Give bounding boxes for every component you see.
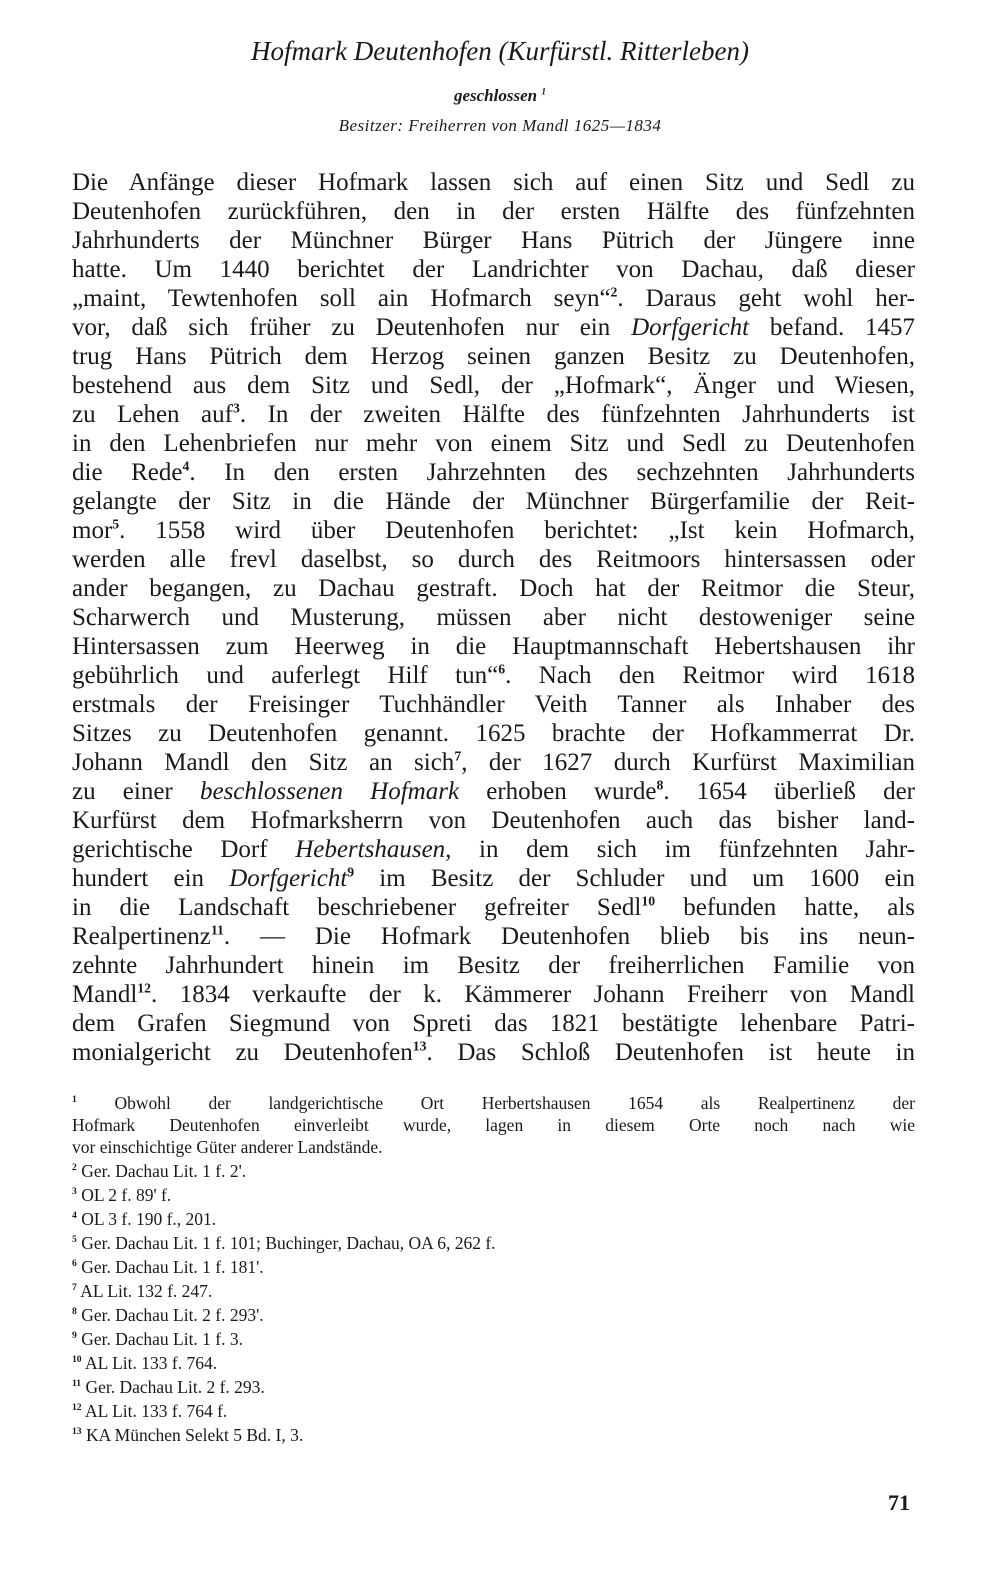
text-segment: in dem sich im fünfzehnten Jahr- — [479, 836, 916, 863]
footnote-ref: 13 — [412, 1038, 427, 1054]
footnote-ref: 3 — [232, 400, 240, 416]
footnote-ref: 5 — [112, 516, 120, 532]
footnote: vor einschichtige Güter anderer Landstände. — [72, 1137, 383, 1157]
footnote-text: Ger. Dachau Lit. 2 f. 293'. — [81, 1305, 264, 1325]
text-segment: zu einer — [72, 778, 173, 805]
footnote — [72, 1184, 915, 1206]
text-segment: . 1558 wird über Deutenhofen berichtet: „Ist kein Hofmarch, — [119, 517, 915, 544]
text-line: Sitzes zu Deutenhofen genannt. 1625 brachte der Hofkammerrat Dr. — [72, 720, 915, 747]
subtitle — [0, 86, 1000, 106]
text-line — [72, 313, 915, 342]
footnote-number: 4 — [72, 1210, 77, 1222]
text-segment: Realpertinenz — [72, 923, 211, 950]
text-segment: . 1834 verkaufte der k. Kämmerer Johann Freiherr von Mandl — [151, 981, 915, 1008]
text-line — [72, 777, 915, 806]
text-line: erstmals der Freisinger Tuchhändler Veith Tanner als Inhaber des — [72, 691, 915, 718]
footnote-number: 2 — [72, 1162, 77, 1174]
footnote-number: 11 — [72, 1378, 82, 1390]
footnote-text: Ger. Dachau Lit. 2 f. 293. — [85, 1377, 265, 1397]
page-number: 71 — [888, 1490, 910, 1515]
footnote — [72, 1092, 915, 1114]
subtitle-text: geschlossen — [453, 86, 538, 105]
text-line — [72, 458, 915, 487]
text-line — [72, 284, 915, 313]
footnote-number: 6 — [72, 1258, 77, 1270]
footnote-text: Ger. Dachau Lit. 1 f. 181'. — [81, 1257, 264, 1277]
footnote-number: 8 — [72, 1306, 77, 1318]
emphasis: Hebertshausen, — [295, 836, 452, 863]
text-line — [72, 661, 915, 690]
text-segment: befunden hatte, als — [683, 894, 916, 921]
text-line: Scharwerch und Musterung, müssen aber nicht destoweniger seine — [72, 604, 915, 631]
text-line: werden alle frevl daselbst, so durch des Reitmoors hintersassen oder — [72, 546, 915, 573]
footnote-text: AL Lit. 133 f. 764. — [85, 1353, 218, 1373]
text-segment: . In den ersten Jahrzehnten des sechzehnten Jahrhunderts — [189, 459, 915, 486]
footnote-number: 9 — [72, 1330, 77, 1342]
emphasis: beschlossenen Hofmark — [199, 778, 460, 805]
text-segment: gebührlich und auferlegt Hilf tun“ — [72, 662, 499, 689]
footnote-ref: 7 — [454, 748, 462, 764]
text-line: Deutenhofen zurückführen, den in der ersten Hälfte des fünfzehnten — [72, 198, 915, 225]
text-line: Hintersassen zum Heerweg in die Hauptmannschaft Hebertshausen ihr — [72, 633, 915, 660]
footnote-text: AL Lit. 132 f. 247. — [80, 1281, 213, 1301]
text-segment: in die Landschaft beschriebener gefreiter Sedl — [72, 894, 642, 921]
footnote-text: OL 2 f. 89' f. — [81, 1185, 172, 1205]
text-segment: Johann Mandl den Sitz an sich — [72, 749, 455, 776]
page-title: Hofmark Deutenhofen (Kurfürstl. Ritterleben) — [251, 36, 749, 66]
text-segment: die Rede — [72, 459, 183, 486]
footnote — [72, 1424, 915, 1446]
footnote-ref: 9 — [347, 864, 355, 880]
footnote-ref: 8 — [656, 777, 664, 793]
text-line: ander begangen, zu Dachau gestraft. Doch hat der Reitmor die Steur, — [72, 575, 915, 602]
text-segment: . — Die Hofmark Deutenhofen blieb bis ins neun- — [223, 923, 915, 950]
emphasis: Dorfgericht — [229, 865, 348, 892]
footnote-text: OL 3 f. 190 f., 201. — [81, 1209, 217, 1229]
text-line — [72, 922, 915, 951]
footnote-ref: 12 — [137, 980, 152, 996]
text-segment: Mandl — [72, 981, 138, 1008]
footnote — [72, 1232, 915, 1254]
footnote-ref: 2 — [610, 284, 618, 300]
footnote-number: 3 — [72, 1186, 77, 1198]
text-segment: gerichtische Dorf — [72, 836, 268, 863]
text-segment: zu Lehen auf — [72, 401, 233, 428]
text-line: Kurfürst dem Hofmarksherrn von Deutenhofen auch das bisher land- — [72, 807, 915, 834]
text-line — [72, 980, 915, 1009]
footnote-text: Obwohl der landgerichtische Ort Herbertshausen 1654 als Realpertinenz der — [114, 1093, 916, 1113]
footnote-text: Ger. Dachau Lit. 1 f. 101; Buchinger, Dachau, OA 6, 262 f. — [81, 1233, 496, 1253]
text-line — [72, 400, 915, 429]
footnote-number: 5 — [72, 1234, 77, 1246]
footnote-ref: 4 — [182, 458, 190, 474]
footnote — [72, 1304, 915, 1326]
text-segment: hundert ein — [72, 865, 205, 892]
text-line: in den Lehenbriefen nur mehr von einem Sitz und Sedl zu Deutenhofen — [72, 430, 915, 457]
footnote-number: 12 — [72, 1402, 82, 1414]
text-line: trug Hans Pütrich dem Herzog seinen ganzen Besitz zu Deutenhofen, — [72, 343, 915, 370]
footnote-number: 13 — [72, 1426, 82, 1438]
text-segment: , der 1627 durch Kurfürst Maximilian — [461, 749, 915, 776]
footnote: Hofmark Deutenhofen einverleibt wurde, lagen in diesem Orte noch nach wie — [72, 1115, 915, 1135]
text-line — [72, 516, 915, 545]
footnote — [72, 1160, 915, 1182]
text-line: Die Anfänge dieser Hofmark lassen sich auf einen Sitz und Sedl zu — [72, 169, 915, 196]
footnote — [72, 1256, 915, 1278]
text-segment: „maint, Tewtenhofen soll ain Hofmarch seyn“ — [72, 285, 611, 312]
text-segment: erhoben wurde — [486, 778, 657, 805]
footnote-number: 1 — [72, 1094, 77, 1106]
footnote-ref: 10 — [641, 893, 656, 909]
footnote — [72, 1328, 915, 1350]
footnote-number: 7 — [72, 1282, 77, 1294]
text-segment: . Das Schloß Deutenhofen ist heute in — [426, 1039, 915, 1066]
text-line — [72, 835, 915, 864]
footnote-text: Ger. Dachau Lit. 1 f. 3. — [81, 1329, 244, 1349]
footnote-text: AL Lit. 133 f. 764 f. — [85, 1401, 228, 1421]
text-line: hatte. Um 1440 berichtet der Landrichter von Dachau, daß dieser — [72, 256, 915, 283]
footnote — [72, 1352, 915, 1374]
text-segment: im Besitz der Schluder und um 1600 ein — [379, 865, 916, 892]
text-segment: . 1654 überließ der — [663, 778, 916, 805]
footnote-ref: 11 — [210, 922, 224, 938]
footnote — [72, 1400, 915, 1422]
text-segment: monialgericht zu Deutenhofen — [72, 1039, 413, 1066]
text-segment: . In der zweiten Hälfte des fünfzehnten Jahrhunderts ist — [239, 401, 915, 428]
text-segment: . Daraus geht wohl her- — [617, 285, 915, 312]
text-line — [72, 748, 915, 777]
text-line: bestehend aus dem Sitz und Sedl, der „Hofmark“, Änger und Wiesen, — [72, 372, 915, 399]
text-segment: mor — [72, 517, 113, 544]
text-segment: befand. 1457 — [769, 314, 915, 341]
text-segment: . Nach den Reitmor wird 1618 — [505, 662, 915, 689]
text-line: zehnte Jahrhundert hinein im Besitz der freiherrlichen Familie von — [72, 952, 915, 979]
owners-line: Besitzer: Freiherren von Mandl 1625—1834 — [338, 116, 662, 135]
footnote — [72, 1208, 915, 1230]
footnote — [72, 1376, 915, 1398]
footnote-ref: 6 — [498, 661, 506, 677]
text-line — [72, 864, 915, 893]
text-segment: vor, daß sich früher zu Deutenhofen nur ein — [72, 314, 611, 341]
footnote-number: 10 — [72, 1354, 82, 1366]
text-line: gelangte der Sitz in die Hände der Münchner Bürgerfamilie der Reit- — [72, 488, 915, 515]
emphasis: Dorfgericht — [631, 314, 750, 341]
footnote — [72, 1280, 915, 1302]
text-line — [72, 1038, 915, 1067]
text-line — [72, 893, 915, 922]
text-line: Jahrhunderts der Münchner Bürger Hans Pütrich der Jüngere inne — [72, 227, 915, 254]
text-line: dem Grafen Siegmund von Spreti das 1821 bestätigte lehenbare Patri- — [72, 1010, 915, 1037]
footnote-text: Ger. Dachau Lit. 1 f. 2'. — [81, 1161, 247, 1181]
footnote-ref: 1 — [541, 87, 547, 98]
footnote-text: KA München Selekt 5 Bd. I, 3. — [85, 1425, 304, 1445]
